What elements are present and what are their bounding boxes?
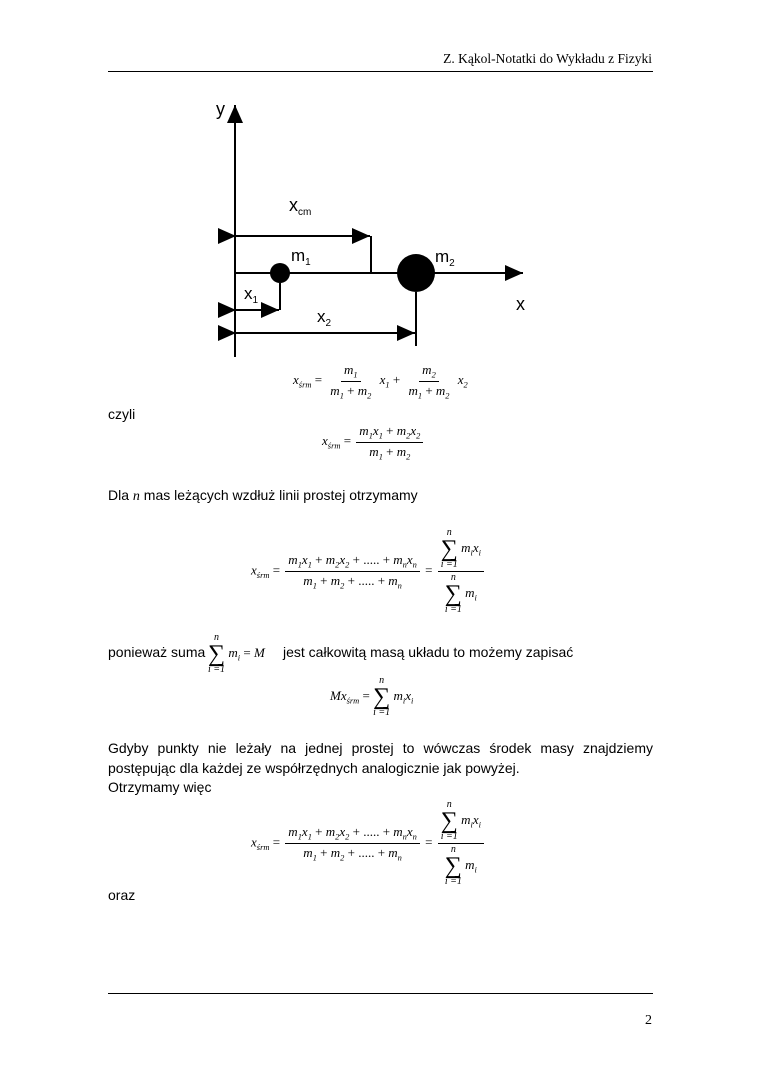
mass-m1 xyxy=(270,263,290,283)
text-gdyby-line2: postępując dla każdej ze współrzędnych analogicznie jak powyżej. xyxy=(108,760,520,776)
formula-total-mass: n ∑ i =1 $m_i = M$ xyxy=(208,632,265,675)
formula-xcm-two-masses: $x_{śrm}$ = $\frac{m_1}{m_1 + m_2}$ $x_1$ + $\frac{m_2}{m_1 + m_2}$ $x_2$ xyxy=(293,362,468,401)
y-axis-label: y xyxy=(216,99,225,119)
formula-xcm-repeated: $x_{śrm}$ = $\frac{m_1x_1 + m_2x_2 + ..... + m_nx_n}{m_1 + m_2 + ..... + m_n}$ = n ∑ i =1 $m_ix_i$ n ∑ i =1 $m_i$ xyxy=(251,800,486,887)
text-gdyby-line1: Gdyby punkty nie leżały na jednej prostej to wówczas środek masy znajdziemy xyxy=(108,740,653,756)
header-rule xyxy=(108,71,653,72)
text-jest-calkowita: jest całkowitą masą układu to możemy zapisać xyxy=(283,644,574,660)
running-header: Z. Kąkol-Notatki do Wykładu z Fizyki xyxy=(443,51,652,66)
page-number: 2 xyxy=(645,1013,652,1028)
text-czyli: czyli xyxy=(108,406,136,422)
footer-rule xyxy=(108,993,653,994)
text-dla-n-mas: Dla n mas leżących wzdłuż linii prostej otrzymamy xyxy=(108,487,418,504)
x-axis-label: x xyxy=(516,294,525,314)
center-of-mass-diagram xyxy=(200,95,540,370)
mass-m2 xyxy=(397,254,435,292)
formula-xcm-n-masses: $x_{śrm}$ = $\frac{m_1x_1 + m_2x_2 + ..... + m_nx_n}{m_1 + m_2 + ..... + m_n}$ = n ∑ i =1 $m_ix_i$ n ∑ i =1 $m_i$ xyxy=(251,528,486,615)
xcm-label: $x_{cm}$ xyxy=(289,195,312,218)
formula-M-xsrm: $Mx_{śrm}$ = n ∑ i =1 $m_ix_i$ xyxy=(330,675,414,718)
text-otrzymamy-wiec: Otrzymamy więc xyxy=(108,779,212,795)
text-poniewaz-suma: ponieważ suma xyxy=(108,644,206,660)
x2-label: $x_2$ xyxy=(317,307,332,329)
text-oraz: oraz xyxy=(108,887,136,903)
x1-label: $x_1$ xyxy=(244,284,259,306)
formula-xcm-combined: $x_{śrm}$ = $\frac{m_1x_1 + m_2x_2}{m_1 + m_2}$ xyxy=(322,423,425,461)
m2-label: $m_2$ xyxy=(435,247,455,269)
m1-label: $m_1$ xyxy=(291,246,311,268)
